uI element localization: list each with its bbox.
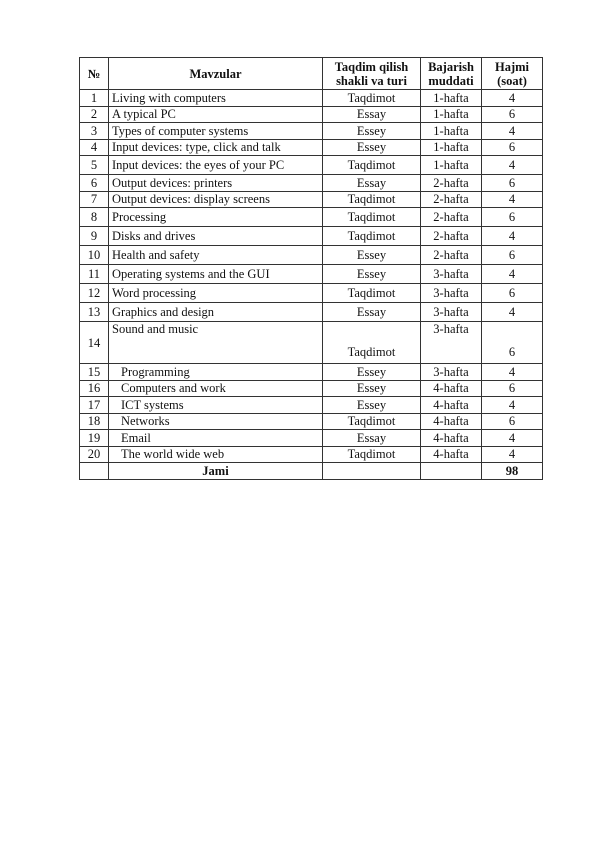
row-presentation-form: Essey [323,123,421,140]
total-empty-cell [323,463,421,480]
row-presentation-form: Essey [323,139,421,156]
table-row [80,284,543,303]
row-topic: The world wide web [109,446,323,463]
row-number: 4 [80,139,109,156]
row-topic: Disks and drives [109,227,323,246]
row-number: 17 [80,397,109,414]
table-row [80,446,543,463]
row-hours: 6 [482,413,543,430]
row-duration: 4-hafta [421,397,482,414]
row-topic: Output devices: printers [109,175,323,192]
row-hours: 6 [482,284,543,303]
row-number: 3 [80,123,109,140]
table-row [80,123,543,140]
row-topic: A typical PC [109,106,323,123]
header-presentation-form [323,58,421,90]
total-empty-cell [421,463,482,480]
header-hours-line1: Hajmi [494,59,530,74]
row-topic: Types of computer systems [109,123,323,140]
header-topics: Mavzular [109,58,323,90]
row-number: 8 [80,208,109,227]
header-hours-line2: (soat) [497,73,527,88]
row-number: 5 [80,156,109,175]
row-presentation-form: Essay [323,175,421,192]
table-row [80,430,543,447]
row-number: 6 [80,175,109,192]
table-row [80,175,543,192]
row-presentation-form: Essay [323,106,421,123]
header-hours [482,58,543,90]
row-duration: 2-hafta [421,208,482,227]
row-hours: 4 [482,430,543,447]
row-hours: 6 [482,246,543,265]
row-duration: 2-hafta [421,227,482,246]
row-hours: 6 [482,380,543,397]
row-presentation-form: Taqdimot [323,156,421,175]
row-presentation-form: Essey [323,380,421,397]
table-row [80,303,543,322]
row-number: 7 [80,191,109,208]
total-hours: 98 [482,463,543,480]
row-presentation-form: Taqdimot [323,90,421,107]
row-number: 14 [80,322,109,364]
row-number: 20 [80,446,109,463]
row-hours: 4 [482,90,543,107]
header-duration-line2: muddati [428,73,474,88]
row-topic: Graphics and design [109,303,323,322]
table-header-row [80,58,543,90]
row-number: 13 [80,303,109,322]
row-duration: 1-hafta [421,123,482,140]
table-row [80,397,543,414]
row-topic: Word processing [109,284,323,303]
row-presentation-form: Taqdimot [323,191,421,208]
row-hours: 4 [482,265,543,284]
row-number: 19 [80,430,109,447]
row-number: 1 [80,90,109,107]
row-hours: 4 [482,446,543,463]
table-row [80,364,543,381]
table-row [80,380,543,397]
row-hours: 4 [482,123,543,140]
row-topic: Input devices: the eyes of your PC [109,156,323,175]
row-topic: Programming [109,364,323,381]
row-topic: Email [109,430,323,447]
row-hours: 6 [482,208,543,227]
total-row [80,463,543,480]
row-number: 10 [80,246,109,265]
table-row [80,106,543,123]
table-body [80,90,543,463]
row-duration: 1-hafta [421,90,482,107]
row-presentation-form: Taqdimot [323,208,421,227]
row-presentation-form: Taqdimot [323,413,421,430]
header-number: № [80,58,109,90]
row-topic: Living with computers [109,90,323,107]
row-topic: Computers and work [109,380,323,397]
row-number: 16 [80,380,109,397]
row-hours: 4 [482,397,543,414]
row-hours: 6 [482,175,543,192]
row-duration: 3-hafta [421,303,482,322]
row-duration: 4-hafta [421,413,482,430]
row-topic: Processing [109,208,323,227]
row-presentation-form: Essay [323,430,421,447]
row-presentation-form: Essey [323,265,421,284]
row-hours: 4 [482,156,543,175]
row-duration: 1-hafta [421,156,482,175]
row-presentation-form: Taqdimot [323,227,421,246]
row-presentation-form: Essey [323,246,421,265]
row-duration: 2-hafta [421,175,482,192]
row-presentation-form: Essay [323,303,421,322]
row-topic: Networks [109,413,323,430]
row-number: 15 [80,364,109,381]
row-number: 9 [80,227,109,246]
row-number: 11 [80,265,109,284]
topics-table [79,57,543,480]
row-topic: ICT systems [109,397,323,414]
header-duration-line1: Bajarish [428,59,474,74]
row-hours: 4 [482,364,543,381]
row-hours: 6 [482,322,543,364]
row-presentation-form: Taqdimot [323,284,421,303]
row-duration: 2-hafta [421,191,482,208]
row-number: 12 [80,284,109,303]
row-duration: 1-hafta [421,139,482,156]
table-row [80,246,543,265]
table-row [80,139,543,156]
table-row [80,322,543,364]
row-presentation-form: Essey [323,397,421,414]
row-duration: 3-hafta [421,284,482,303]
total-label: Jami [109,463,323,480]
row-duration: 4-hafta [421,430,482,447]
table-row [80,265,543,284]
row-topic: Sound and music [109,322,323,364]
total-empty-cell [80,463,109,480]
table-row [80,227,543,246]
header-presentation-form-line1: Taqdim qilish [334,59,409,74]
header-presentation-form-line2: shakli va turi [336,73,407,88]
row-hours: 4 [482,191,543,208]
table-row [80,156,543,175]
table-row [80,208,543,227]
row-hours: 6 [482,139,543,156]
row-duration: 1-hafta [421,106,482,123]
table-row [80,191,543,208]
table-row [80,90,543,107]
row-hours: 4 [482,227,543,246]
table-row [80,413,543,430]
row-presentation-form: Essey [323,364,421,381]
row-duration: 4-hafta [421,446,482,463]
row-duration: 3-hafta [421,265,482,284]
row-duration: 3-hafta [421,322,482,364]
header-duration [421,58,482,90]
row-hours: 6 [482,106,543,123]
row-topic: Output devices: display screens [109,191,323,208]
row-duration: 3-hafta [421,364,482,381]
row-presentation-form: Taqdimot [323,446,421,463]
row-hours: 4 [482,303,543,322]
row-duration: 2-hafta [421,246,482,265]
row-topic: Operating systems and the GUI [109,265,323,284]
row-number: 18 [80,413,109,430]
row-number: 2 [80,106,109,123]
row-topic: Input devices: type, click and talk [109,139,323,156]
row-topic: Health and safety [109,246,323,265]
row-duration: 4-hafta [421,380,482,397]
row-presentation-form: Taqdimot [323,322,421,364]
